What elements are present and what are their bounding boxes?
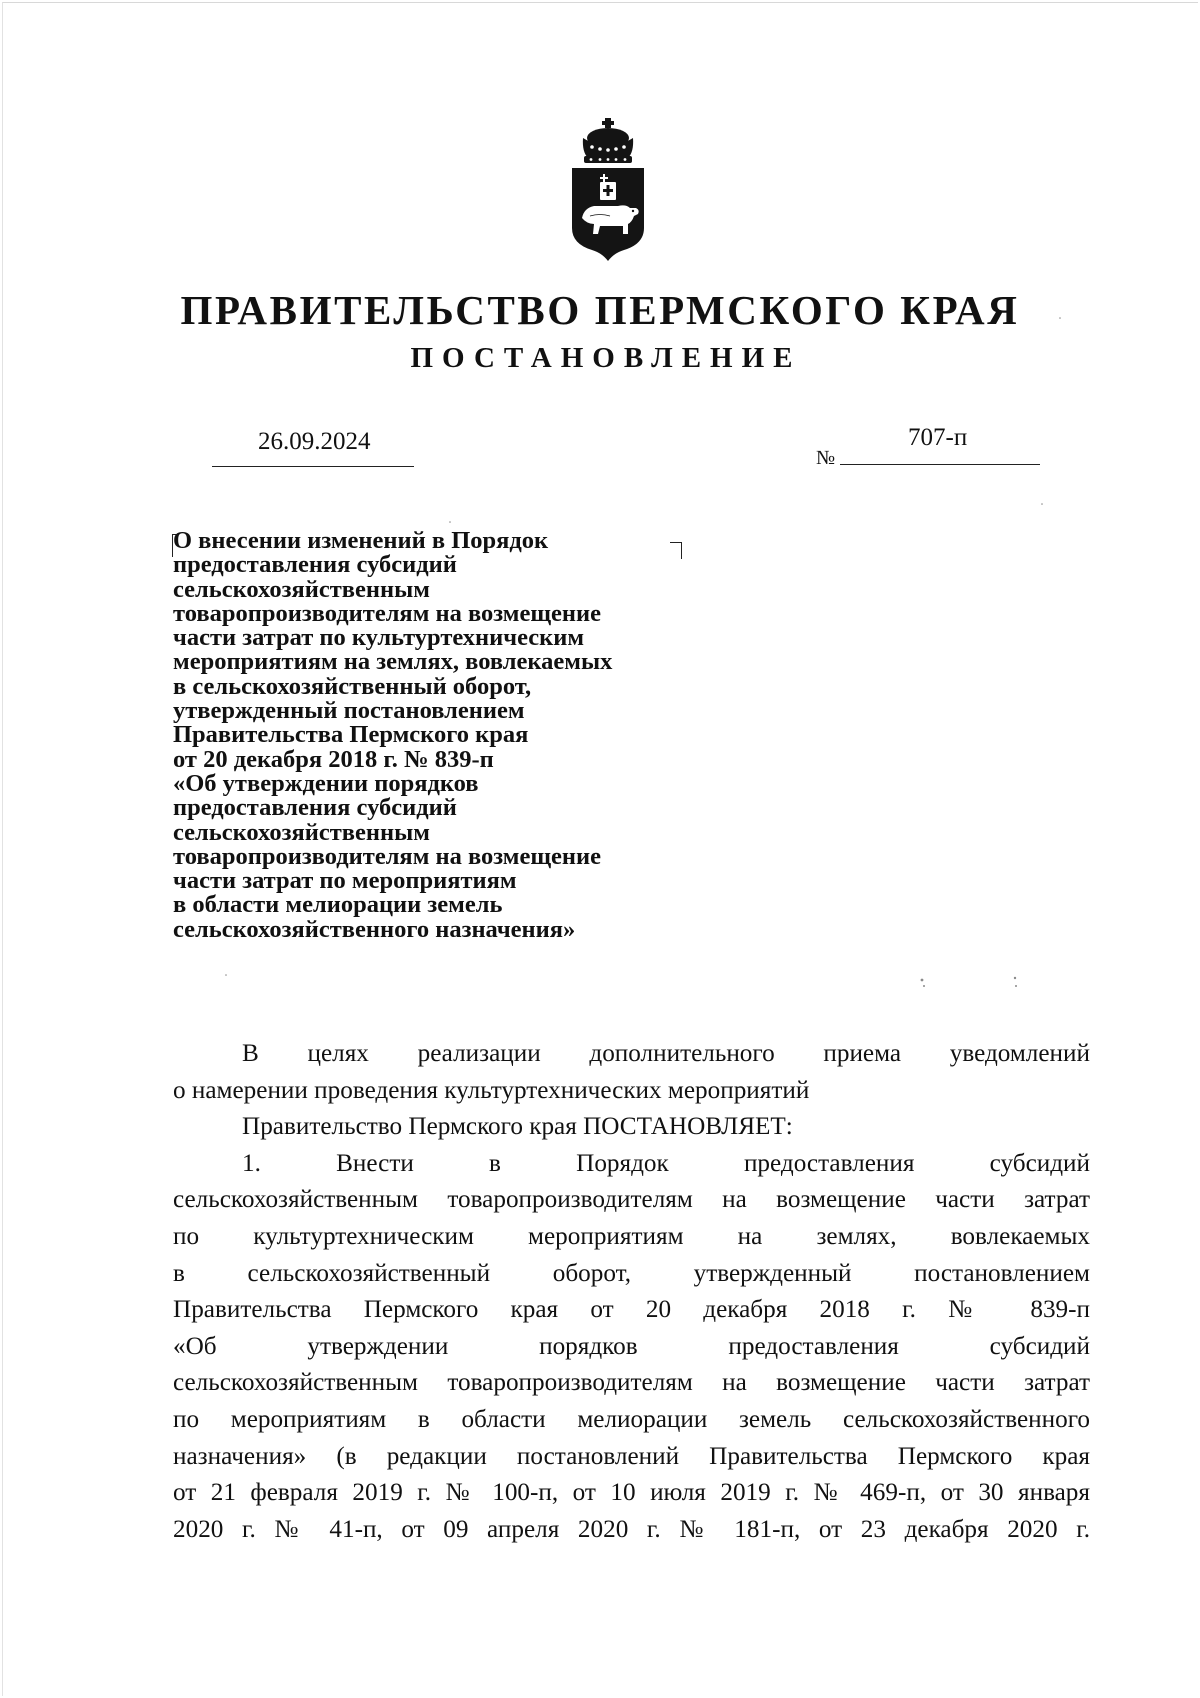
document-number: 707-п	[908, 424, 968, 451]
body-line: Правительства Пермского края от 20 декабря 2018 г. № 839-п	[173, 1296, 1090, 1324]
subject-line: в области мелиорации земель	[173, 891, 503, 919]
body-line: сельскохозяйственным товаропроизводителям на возмещение части затрат	[173, 1369, 1090, 1397]
body-line: 2020 г. № 41-п, от 09 апреля 2020 г. № 181-п, от 23 декабря 2020 г.	[173, 1515, 1090, 1543]
subject-line: части затрат по мероприятиям	[173, 867, 517, 895]
government-title: ПРАВИТЕЛЬСТВО ПЕРМСКОГО КРАЯ	[180, 287, 1020, 333]
document-date: 26.09.2024	[258, 428, 371, 455]
subject-line: в сельскохозяйственный оборот,	[173, 672, 532, 700]
document-subject	[173, 529, 733, 942]
body-line: сельскохозяйственным товаропроизводителям на возмещение части затрат	[173, 1186, 1090, 1214]
body-line: Правительство Пермского края ПОСТАНОВЛЯЕТ:	[242, 1113, 793, 1141]
subject-line: части затрат по культуртехническим	[173, 624, 585, 652]
subject-line: сельскохозяйственным	[173, 575, 430, 603]
body-line: 1. Внести в Порядок предоставления субсидий	[242, 1149, 1090, 1177]
subject-line: от 20 декабря 2018 г. № 839-п	[173, 745, 494, 773]
body-line: по культуртехническим мероприятиям на землях, вовлекаемых	[173, 1222, 1090, 1250]
body-line: назначения» (в редакции постановлений Правительства Пермского края	[173, 1442, 1090, 1470]
perm-krai-coat-of-arms-icon	[560, 116, 656, 266]
subject-line: утвержденный постановлением	[173, 697, 525, 725]
subject-line: Правительства Пермского края	[173, 721, 529, 749]
subject-line: товаропроизводителям на возмещение	[173, 599, 602, 627]
number-label: №	[816, 447, 836, 469]
subject-line: «Об утверждении порядков	[173, 769, 479, 797]
document-type: ПОСТАНОВЛЕНИЕ	[410, 342, 802, 374]
subject-line: мероприятиям на землях, вовлекаемых	[173, 648, 613, 676]
subject-line: сельскохозяйственного назначения»	[173, 915, 576, 943]
subject-line: сельскохозяйственным	[173, 818, 430, 846]
subject-line: О внесении изменений в Порядок	[173, 527, 549, 554]
subject-line: предоставления субсидий	[173, 794, 457, 822]
document-body	[173, 1036, 1090, 1548]
body-line: о намерении проведения культуртехнических мероприятий	[173, 1076, 810, 1104]
body-line: по мероприятиям в области мелиорации земель сельскохозяйственного	[173, 1405, 1090, 1433]
body-line: в сельскохозяйственный оборот, утвержденный постановлением	[173, 1259, 1090, 1287]
subject-line: предоставления субсидий	[173, 551, 457, 579]
subject-line: товаропроизводителям на возмещение	[173, 842, 602, 870]
body-line: от 21 февраля 2019 г. № 100-п, от 10 июля 2019 г. № 469-п, от 30 января	[173, 1479, 1090, 1507]
number-underline	[840, 464, 1040, 465]
date-underline	[212, 466, 414, 467]
body-line: «Об утверждении порядков предоставления субсидий	[173, 1332, 1090, 1360]
body-line: В целях реализации дополнительного приема уведомлений	[242, 1040, 1090, 1067]
